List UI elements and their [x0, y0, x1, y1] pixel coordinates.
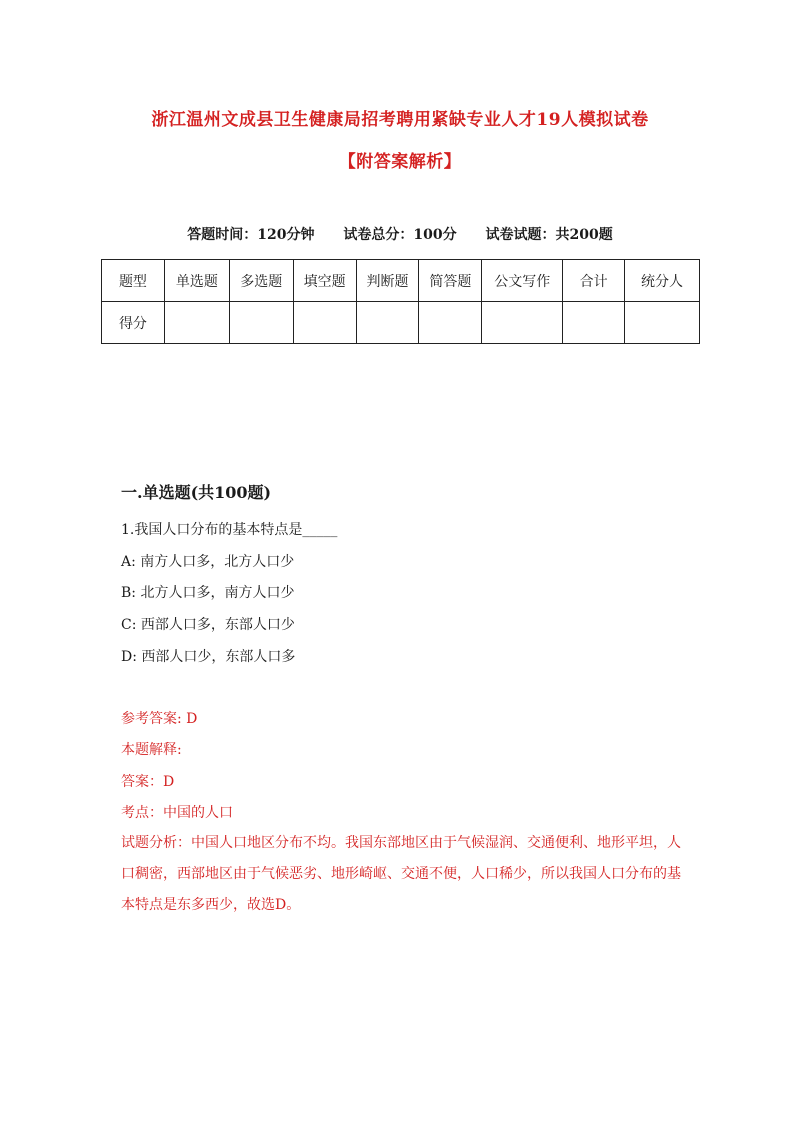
score-cell: [419, 302, 482, 344]
document-title: 浙江温州文成县卫生健康局招考聘用紧缺专业人才19人模拟试卷: [151, 110, 649, 130]
score-table-header-row: [102, 260, 700, 302]
header-cell-type: 题型: [102, 260, 165, 302]
reference-answer: 参考答案: D: [121, 711, 198, 727]
score-cell: [293, 302, 356, 344]
score-cell: [356, 302, 419, 344]
exam-question-count: 试卷试题：共200题: [485, 227, 613, 243]
option-d: D: 西部人口少，东部人口多: [121, 649, 296, 665]
answer-line: 答案：D: [121, 774, 175, 790]
score-cell: [482, 302, 563, 344]
analysis-text: 试题分析：中国人口地区分布不均。我国东部地区由于气候湿润、交通便利、地形平坦，人口稠密，西部地区由于气候恶劣、地形崎岖、交通不便，人口稀少，所以我国人口分布的基本特点是东多西少，故选D。: [121, 835, 681, 913]
document-subtitle: 【附答案解析】: [338, 152, 462, 172]
score-table-score-row: [102, 302, 700, 344]
option-c: C: 西部人口多，东部人口少: [121, 617, 295, 633]
exam-time: 答题时间：120分钟: [187, 227, 315, 243]
question-stem: 1.我国人口分布的基本特点是_____: [121, 522, 338, 538]
knowledge-point: 考点：中国的人口: [121, 805, 233, 821]
option-b: B: 北方人口多，南方人口少: [121, 585, 295, 601]
score-cell: [563, 302, 625, 344]
header-cell-scorer: 统分人: [625, 260, 700, 302]
header-cell-true-false: 判断题: [356, 260, 419, 302]
header-cell-writing: 公文写作: [482, 260, 563, 302]
header-cell-total: 合计: [563, 260, 625, 302]
score-row-label: 得分: [102, 302, 165, 344]
score-cell: [625, 302, 700, 344]
header-cell-fill-blank: 填空题: [293, 260, 356, 302]
section-title: 一.单选题(共100题): [121, 483, 272, 502]
explanation-label: 本题解释:: [121, 742, 182, 758]
exam-info: [0, 224, 800, 244]
score-table: [101, 259, 700, 344]
header-cell-short-answer: 简答题: [419, 260, 482, 302]
option-a: A: 南方人口多，北方人口少: [121, 554, 295, 570]
score-cell: [164, 302, 229, 344]
header-cell-multi-choice: 多选题: [229, 260, 293, 302]
score-cell: [229, 302, 293, 344]
exam-total-score: 试卷总分：100分: [343, 227, 457, 243]
header-cell-single-choice: 单选题: [164, 260, 229, 302]
